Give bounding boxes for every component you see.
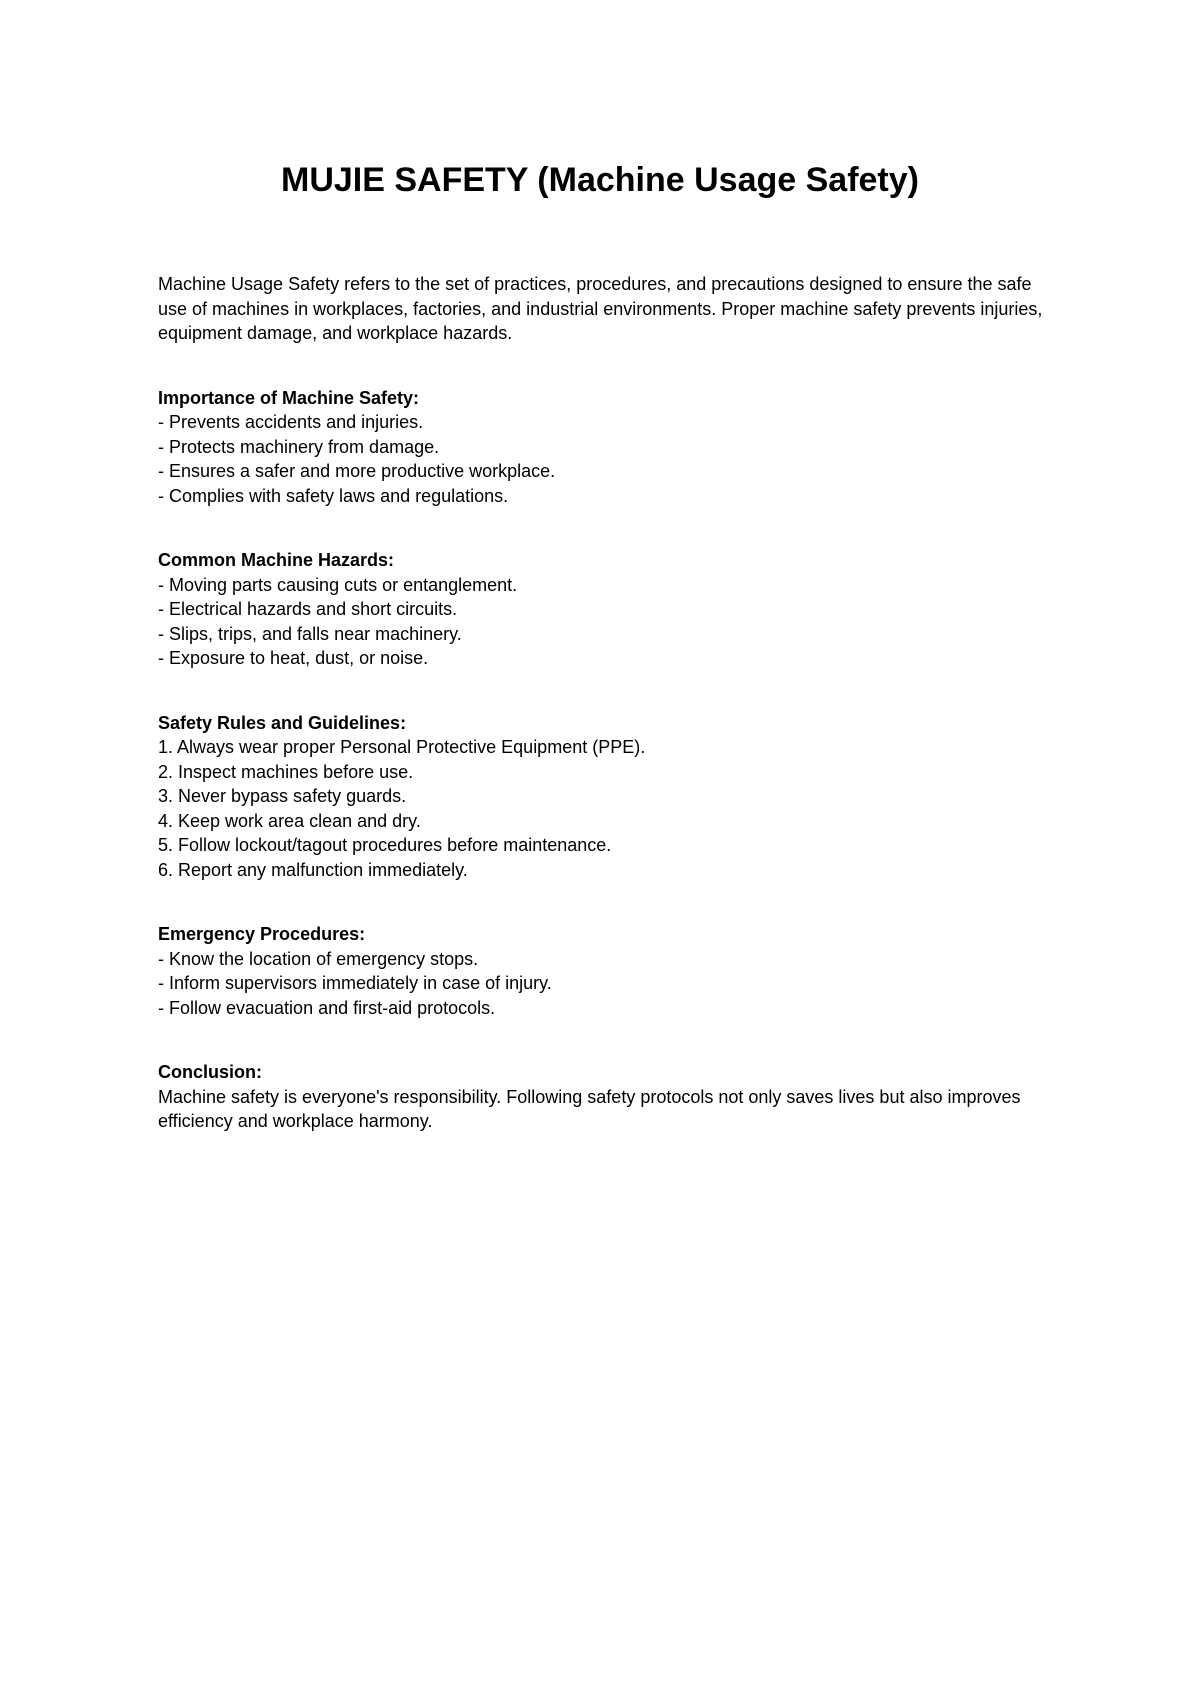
list-item: 1. Always wear proper Personal Protective Equipment (PPE). xyxy=(158,737,646,757)
list-item: - Electrical hazards and short circuits. xyxy=(158,599,458,619)
list-item: - Moving parts causing cuts or entanglement. xyxy=(158,574,518,595)
list-item: 5. Follow lockout/tagout procedures before maintenance. xyxy=(158,835,612,855)
list-item: - Follow evacuation and first-aid protocols. xyxy=(158,997,496,1018)
section-importance xyxy=(158,386,1058,509)
list-item: 6. Report any malfunction immediately. xyxy=(158,859,468,880)
list-item: 3. Never bypass safety guards. xyxy=(158,786,407,806)
list-item: - Exposure to heat, dust, or noise. xyxy=(158,648,429,668)
section-heading: Emergency Procedures: xyxy=(158,924,366,944)
section-hazards xyxy=(158,548,1058,671)
list-item: - Prevents accidents and injuries. xyxy=(158,412,424,432)
section-heading: Safety Rules and Guidelines: xyxy=(158,712,407,733)
list-item: - Protects machinery from damage. xyxy=(158,436,440,457)
section-rules xyxy=(158,711,1058,883)
list-item: - Know the location of emergency stops. xyxy=(158,948,479,969)
section-emergency xyxy=(158,922,1058,1020)
list-item: - Ensures a safer and more productive workplace. xyxy=(158,461,556,481)
list-item: - Complies with safety laws and regulations. xyxy=(158,485,509,506)
section-heading: Common Machine Hazards: xyxy=(158,550,395,570)
section-heading: Importance of Machine Safety: xyxy=(158,387,420,408)
conclusion-paragraph: Machine safety is everyone's responsibility. Following safety protocols not only saves lives but also improves efficiency and workplace harmony. xyxy=(158,1086,1021,1131)
list-item: 2. Inspect machines before use. xyxy=(158,761,414,782)
section-heading: Conclusion: xyxy=(158,1062,262,1082)
intro-paragraph: Machine Usage Safety refers to the set of practices, procedures, and precautions designed to ensure the safe use of machines in workplaces, factories, and industrial environments. Proper machine safety prevents injuries, equipment damage, and workplace hazards. xyxy=(158,274,1043,343)
document-body xyxy=(158,272,1058,1174)
list-item: - Slips, trips, and falls near machinery. xyxy=(158,623,462,644)
list-item: 4. Keep work area clean and dry. xyxy=(158,810,421,831)
list-item: - Inform supervisors immediately in case of injury. xyxy=(158,973,552,993)
document-title: MUJIE SAFETY (Machine Usage Safety) xyxy=(281,161,919,199)
section-conclusion xyxy=(158,1060,1058,1134)
